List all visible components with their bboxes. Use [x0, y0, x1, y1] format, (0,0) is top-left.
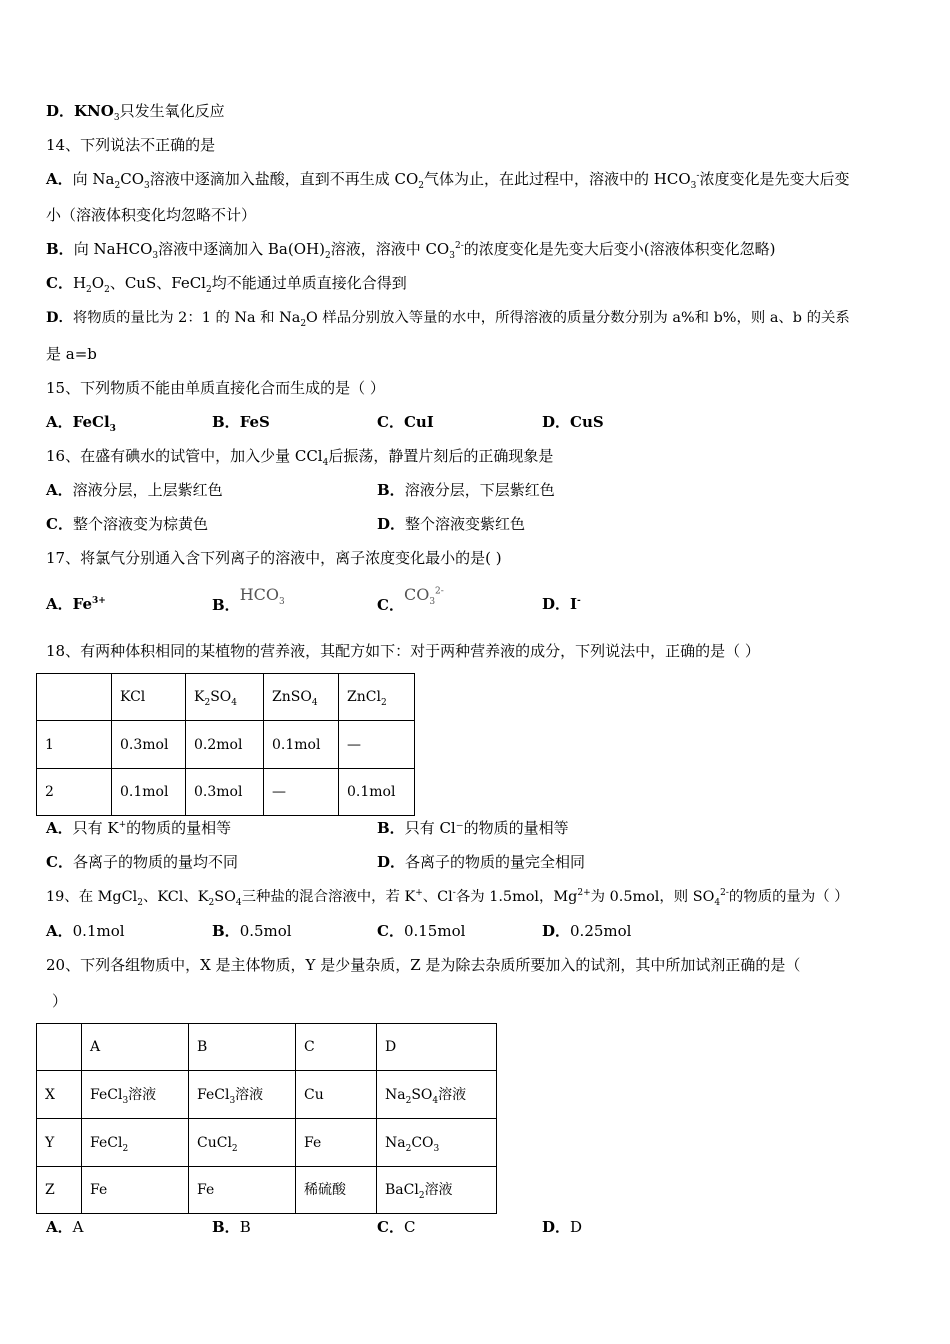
- q14-a-letter: A．: [46, 170, 73, 188]
- q17-c-letter: C．: [377, 596, 404, 614]
- q16-c-text: 整个溶液变为棕黄色: [72, 515, 208, 533]
- q18-cell: [37, 674, 112, 721]
- q13-d-text: 只发生氧化反应: [119, 102, 225, 120]
- q18-cell: 0.1mol: [112, 769, 186, 816]
- q14-a-sup4: -: [696, 171, 700, 181]
- table-row: [37, 1119, 497, 1167]
- q18-a-t1: 只有 K: [72, 819, 119, 837]
- q14-b-sup3: 2-: [454, 241, 464, 251]
- q17-stem: 17、将氯气分别通入含下列离子的溶液中，离子浓度变化最小的是( ): [46, 549, 502, 567]
- table-row: [37, 1167, 497, 1214]
- q14-b-t4: 的浓度变化是先变大后变小(溶液体积变化忽略): [463, 240, 776, 258]
- q18-cell: 2: [37, 769, 112, 816]
- q14-a-t4: 气体为止，在此过程中，溶液中的 HCO: [424, 170, 691, 188]
- q18-cell: ZnSO$_4$: [264, 674, 339, 721]
- q19-t8: 的物质的量为（ ）: [728, 889, 849, 905]
- q18-d-letter: D．: [377, 853, 406, 871]
- q20-cell: FeCl$_3$溶液: [82, 1071, 189, 1119]
- q20-cell: 稀硫酸: [296, 1167, 377, 1214]
- q13-d-formula: KNO: [74, 102, 114, 120]
- q19-c-text: 0.15mol: [403, 922, 466, 940]
- q17-b-text: HCO: [239, 585, 279, 604]
- q18-cell: 0.1mol: [339, 769, 415, 816]
- q18-option-b: [377, 821, 569, 836]
- q14-c-t2: O: [91, 274, 105, 292]
- q15-c-letter: C．: [377, 413, 404, 431]
- q17-c-sup: 2-: [435, 586, 444, 597]
- q19-sup4: +: [415, 888, 423, 899]
- q14-d-t1: 将物质的量比为 2：1 的 Na 和 Na: [72, 310, 301, 326]
- q14-d-s1: 2: [300, 318, 307, 329]
- q18-stem: 18、有两种体积相同的某植物的营养液，其配方如下：对于两种营养液的成分，下列说法中，正确的是（ ）: [46, 642, 760, 660]
- q20-cell: BaCl$_2$溶液: [377, 1167, 497, 1214]
- q20-cell: Fe: [296, 1119, 377, 1167]
- q14-a-s3: 2: [418, 181, 425, 191]
- q19-s3: 4: [235, 897, 242, 908]
- q20-stem-cont: ）: [52, 992, 68, 1010]
- q16-b-letter: B．: [377, 481, 405, 499]
- q18-cell: KCl: [112, 674, 186, 721]
- q20-cell: FeCl$_3$溶液: [189, 1071, 296, 1119]
- q15-option-b: [212, 415, 270, 430]
- q14-a-t1: 向 Na: [72, 170, 115, 188]
- q20-cell: [37, 1024, 82, 1071]
- q15-option-a: [46, 413, 116, 434]
- q17-b-sub: 3: [279, 597, 285, 608]
- q14-d-letter: D．: [46, 309, 73, 326]
- q18-cell: 0.2mol: [186, 721, 264, 769]
- q19-t1: 19、在 MgCl: [46, 889, 138, 905]
- q20-cell: CuCl$_2$: [189, 1119, 296, 1167]
- q18-c-letter: C．: [46, 853, 73, 871]
- q14-c-s1: 2: [86, 285, 92, 295]
- q14-b-t2: 溶液中逐滴加入 Ba(OH): [158, 240, 325, 258]
- q14-a-t2: CO: [120, 170, 144, 188]
- q18-a-sup: +: [118, 820, 127, 830]
- q17-b-formula: [239, 585, 285, 608]
- q19-t3: SO: [214, 889, 236, 905]
- q20-option-d: [542, 1220, 582, 1235]
- q19-t6: 各为 1.5mol，Mg: [455, 889, 578, 905]
- q17-a-letter: A．: [46, 595, 73, 613]
- q14-option-c: [46, 274, 407, 295]
- q15-stem: 15、下列物质不能由单质直接化合而生成的是（ ）: [46, 379, 385, 397]
- q15-d-letter: D．: [542, 413, 571, 431]
- q16-stem-sub: 4: [322, 458, 329, 468]
- q14-c-letter: C．: [46, 274, 73, 292]
- q14-option-d: [46, 309, 850, 329]
- q19-t2: 、KCl、K: [142, 889, 209, 905]
- q19-sup6: 2+: [577, 888, 591, 899]
- q18-a-letter: A．: [46, 819, 73, 837]
- q18-option-c: [46, 855, 238, 870]
- q19-d-text: 0.25mol: [570, 922, 632, 940]
- q20-cell: Z: [37, 1167, 82, 1214]
- q20-cell: Cu: [296, 1071, 377, 1119]
- q19-t5: 、Cl: [422, 889, 453, 905]
- q14-option-b: [46, 240, 776, 261]
- q20-d-letter: D．: [542, 1218, 571, 1236]
- q19-d-letter: D．: [542, 922, 571, 940]
- q19-stem: [46, 888, 849, 908]
- q19-s2: 2: [208, 897, 215, 908]
- q17-a-sup: 3+: [92, 596, 106, 606]
- q18-cell: 0.1mol: [264, 721, 339, 769]
- q19-option-a: [46, 924, 125, 939]
- q20-cell: $Na_2SO_4$溶液: [377, 1071, 497, 1119]
- q16-a-text: 溶液分层，上层紫红色: [72, 481, 223, 499]
- q20-cell: $Na_2CO_3$: [377, 1119, 497, 1167]
- q14-b-t1: 向 NaHCO: [73, 240, 153, 258]
- q19-a-letter: A．: [46, 922, 73, 940]
- q16-c-letter: C．: [46, 515, 73, 533]
- q20-option-b: [212, 1220, 251, 1235]
- q17-c-sub: 3: [429, 597, 436, 608]
- q18-c-text: 各离子的物质的量均不同: [72, 853, 238, 871]
- q18-table: [36, 673, 415, 816]
- q19-t4: 三种盐的混合溶液中，若 K: [241, 889, 416, 905]
- table-row: [37, 721, 415, 769]
- q19-sup7: 2-: [720, 888, 729, 899]
- q20-cell: C: [296, 1024, 377, 1071]
- q16-stem: [46, 447, 554, 468]
- q14-c-t1: H: [72, 274, 87, 292]
- q19-sup5: -: [452, 888, 456, 899]
- q20-stem: 20、下列各组物质中，X 是主体物质，Y 是少量杂质，Z 是为除去杂质所要加入的试剂，其中所加试剂正确的是（: [46, 956, 801, 974]
- q14-c-t4: 均不能通过单质直接化合得到: [211, 274, 407, 292]
- q14-b-s1: 3: [152, 251, 159, 261]
- q17-d-text: I: [570, 595, 578, 613]
- q16-stem-pre: 16、在盛有碘水的试管中，加入少量 CCl: [46, 447, 323, 465]
- q20-option-c: [377, 1220, 415, 1235]
- q18-cell: 0.3mol: [112, 721, 186, 769]
- q20-cell: D: [377, 1024, 497, 1071]
- q17-option-c: [377, 585, 444, 614]
- q20-d-text: D: [570, 1218, 583, 1236]
- q18-cell: ZnCl$_2$: [339, 674, 415, 721]
- q19-t7: 为 0.5mol，则 SO: [590, 889, 715, 905]
- q19-b-text: 0.5mol: [239, 922, 292, 940]
- q14-option-d-cont: 是 a=b: [46, 345, 97, 363]
- q16-stem-post: 后振荡，静置片刻后的正确现象是: [328, 447, 554, 465]
- q13-d-sub: 3: [113, 113, 120, 123]
- q14-c-s3: 2: [205, 285, 212, 295]
- q20-c-text: C: [403, 1218, 416, 1236]
- q13-d-letter: D．: [46, 102, 75, 120]
- table-row: [37, 769, 415, 816]
- q18-b-text: 只有 Cl⁻的物质的量相等: [404, 819, 569, 837]
- q19-s7: 4: [714, 897, 721, 908]
- q15-a-sub: 3: [109, 424, 116, 434]
- q14-b-s2: 2: [324, 251, 331, 261]
- q19-option-d: [542, 924, 631, 939]
- q15-a-letter: A．: [46, 413, 73, 431]
- q19-option-b: [212, 924, 292, 939]
- q14-a-t5: 浓度变化是先变大后变: [699, 170, 850, 188]
- q14-d-t2: O 样品分别放入等量的水中，所得溶液的质量分数分别为 a%和 b%，则 a、b 的关系: [306, 310, 850, 326]
- q20-a-letter: A．: [46, 1218, 73, 1236]
- q20-b-text: B: [239, 1218, 251, 1236]
- q20-table: [36, 1023, 497, 1214]
- q14-option-a-cont: 小（溶液体积变化均忽略不计）: [46, 206, 257, 224]
- q15-c-text: CuI: [403, 413, 434, 431]
- q14-a-s1: 2: [114, 181, 121, 191]
- q16-b-text: 溶液分层，下层紫红色: [404, 481, 555, 499]
- q15-d-text: CuS: [570, 413, 604, 431]
- q17-d-sup: -: [577, 596, 581, 606]
- q19-b-letter: B．: [212, 922, 240, 940]
- q18-cell: 1: [37, 721, 112, 769]
- q17-c-text: CO: [403, 585, 430, 604]
- q16-a-letter: A．: [46, 481, 73, 499]
- q20-cell: X: [37, 1071, 82, 1119]
- q20-a-text: A: [72, 1218, 84, 1236]
- q18-d-text: 各离子的物质的量完全相同: [405, 853, 586, 871]
- q17-option-b: [212, 585, 285, 614]
- q16-option-d: [377, 517, 525, 532]
- q14-b-letter: B．: [46, 240, 74, 258]
- q18-option-a: [46, 821, 231, 836]
- q17-a-text: Fe: [72, 595, 93, 613]
- q20-option-a: [46, 1220, 83, 1235]
- q17-option-a: [46, 597, 106, 612]
- q13-option-d: [46, 102, 225, 123]
- q15-b-letter: B．: [212, 413, 240, 431]
- q20-c-letter: C．: [377, 1218, 404, 1236]
- q14-stem: 14、下列说法不正确的是: [46, 136, 216, 154]
- q14-c-s2: 2: [104, 285, 110, 295]
- q14-a-t3: 溶液中逐滴加入盐酸，直到不再生成 CO: [149, 170, 419, 188]
- q20-b-letter: B．: [212, 1218, 240, 1236]
- q18-cell: —: [264, 769, 339, 816]
- q20-cell: FeCl$_2$: [82, 1119, 189, 1167]
- q19-a-text: 0.1mol: [72, 922, 125, 940]
- q15-option-c: [377, 415, 434, 430]
- q20-cell: B: [189, 1024, 296, 1071]
- table-row: [37, 1071, 497, 1119]
- q14-c-t3: 、CuS、FeCl: [109, 274, 206, 292]
- q19-s1: 2: [137, 897, 143, 908]
- q16-d-letter: D．: [377, 515, 406, 533]
- q18-cell: $K_2SO_4$: [186, 674, 264, 721]
- q14-a-s2: 3: [144, 181, 150, 191]
- q14-b-s3: 3: [449, 251, 455, 261]
- q14-a-s4: 3: [690, 181, 697, 191]
- q15-option-d: [542, 415, 604, 430]
- q16-option-a: [46, 483, 223, 498]
- q19-option-c: [377, 924, 465, 939]
- q15-a-text: FeCl: [72, 413, 110, 431]
- q16-d-text: 整个溶液变紫红色: [405, 515, 526, 533]
- q18-a-t2: 的物质的量相等: [126, 819, 232, 837]
- q20-cell: Fe: [189, 1167, 296, 1214]
- q16-option-c: [46, 517, 208, 532]
- q19-c-letter: C．: [377, 922, 404, 940]
- q18-table-header: [37, 674, 415, 721]
- q17-c-formula: [403, 585, 444, 608]
- q17-b-letter: B．: [212, 596, 240, 614]
- q18-cell: 0.3mol: [186, 769, 264, 816]
- q18-option-d: [377, 855, 585, 870]
- q20-cell: Y: [37, 1119, 82, 1167]
- q20-table-header: [37, 1024, 497, 1071]
- q20-cell: Fe: [82, 1167, 189, 1214]
- q18-cell: —: [339, 721, 415, 769]
- q17-d-letter: D．: [542, 595, 571, 613]
- q14-b-t3: 溶液，溶液中 CO: [330, 240, 450, 258]
- q17-option-d: [542, 597, 581, 612]
- q16-option-b: [377, 483, 555, 498]
- q18-b-letter: B．: [377, 819, 405, 837]
- q15-b-text: FeS: [239, 413, 270, 431]
- q14-option-a: [46, 170, 850, 191]
- q20-cell: A: [82, 1024, 189, 1071]
